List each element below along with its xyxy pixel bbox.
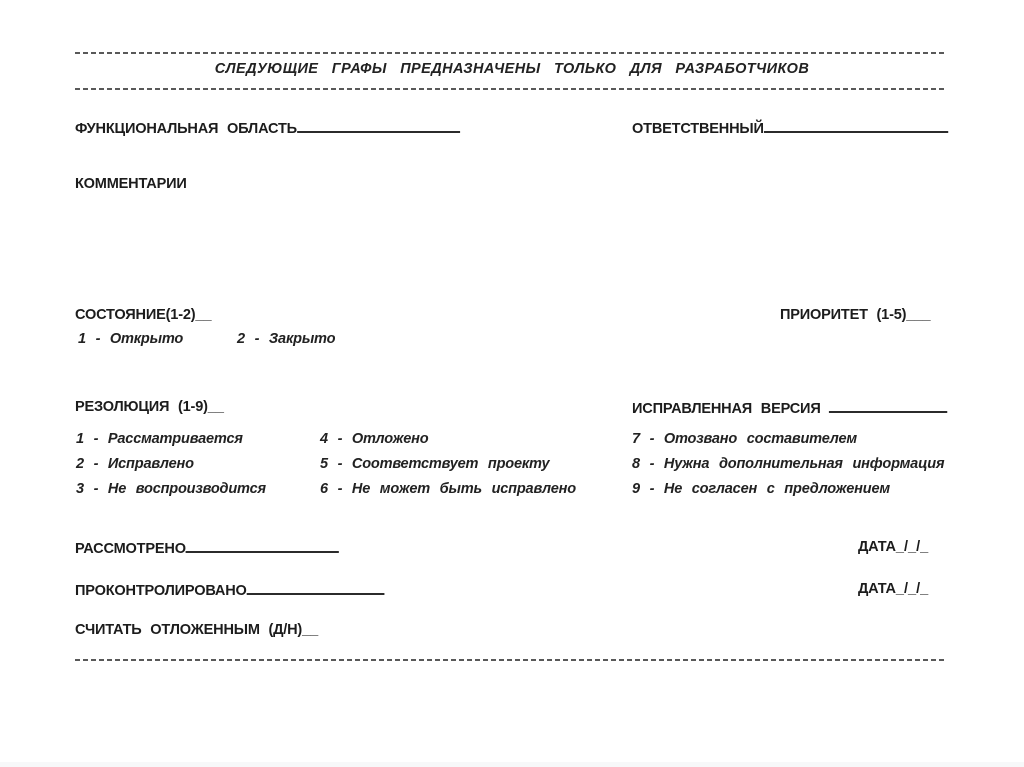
date-value: _/_/_: [895, 538, 929, 555]
resolution-option-2: 2 - Исправлено: [76, 455, 194, 472]
resolution-label: РЕЗОЛЮЦИЯ (1-9): [75, 398, 208, 415]
reviewed-date-field: [858, 538, 928, 555]
resolution-option-3: 3 - Не воспроизводится: [76, 480, 266, 497]
postponed-field: [75, 621, 318, 638]
priority-field: [780, 306, 931, 323]
resolution-field: [75, 398, 224, 415]
date-label: ДАТА: [858, 538, 896, 555]
developers-only-note: СЛЕДУЮЩИЕ ГРАФЫ ПРЕДНАЗНАЧЕНЫ ТОЛЬКО ДЛЯ РАЗРАБОТЧИКОВ: [214, 61, 810, 77]
reviewed-field: [75, 538, 339, 557]
resolution-option-9: 9 - Не согласен с предложением: [632, 480, 890, 497]
corrected-version-label: ИСПРАВЛЕННАЯ ВЕРСИЯ: [632, 400, 821, 417]
slide-bottom-edge: [0, 762, 1024, 767]
responsible-fill-line: [764, 118, 948, 133]
resolution-option-6: 6 - Не может быть исправлено: [320, 480, 576, 497]
reviewed-fill-line: [186, 538, 339, 553]
date-label-2: ДАТА: [858, 580, 896, 597]
controlled-date-field: [858, 580, 928, 597]
priority-label: ПРИОРИТЕТ (1-5): [780, 306, 907, 323]
postponed-blank: __: [302, 621, 319, 638]
functional-area-fill-line: [297, 118, 460, 133]
controlled-fill-line: [247, 580, 385, 595]
date-value-2: _/_/_: [895, 580, 929, 597]
resolution-option-7: 7 - Отозвано составителем: [632, 430, 857, 447]
responsible-label: ОТВЕТСТВЕННЫЙ: [632, 120, 764, 137]
reviewed-label: РАССМОТРЕНО: [75, 540, 186, 557]
functional-area-label: ФУНКЦИОНАЛЬНАЯ ОБЛАСТЬ: [75, 120, 297, 137]
priority-blank: ___: [906, 306, 931, 323]
state-option-open: 1 - Открыто: [78, 330, 184, 347]
resolution-blank: __: [207, 398, 224, 415]
resolution-option-8: 8 - Нужна дополнительная информация: [632, 455, 945, 472]
state-field: [75, 306, 212, 323]
controlled-field: [75, 580, 384, 599]
controlled-label: ПРОКОНТРОЛИРОВАНО: [75, 582, 247, 599]
bottom-dashed-rule: [75, 659, 945, 661]
resolution-option-5: 5 - Соответствует проекту: [320, 455, 550, 472]
state-option-closed: 2 - Закрыто: [237, 330, 336, 347]
functional-area-field: [75, 118, 460, 137]
corrected-version-fill-line: [829, 398, 947, 413]
responsible-field: [632, 118, 948, 137]
state-blank: __: [195, 306, 212, 323]
postponed-label: СЧИТАТЬ ОТЛОЖЕННЫМ (Д/Н): [75, 621, 303, 638]
top-dashed-rule: [75, 52, 945, 54]
second-dashed-rule: [75, 88, 945, 90]
state-label: СОСТОЯНИЕ(1-2): [75, 306, 196, 323]
corrected-version-field: [632, 398, 948, 417]
resolution-option-1: 1 - Рассматривается: [76, 430, 243, 447]
resolution-option-4: 4 - Отложено: [320, 430, 429, 447]
comments-label: КОММЕНТАРИИ: [75, 175, 187, 192]
